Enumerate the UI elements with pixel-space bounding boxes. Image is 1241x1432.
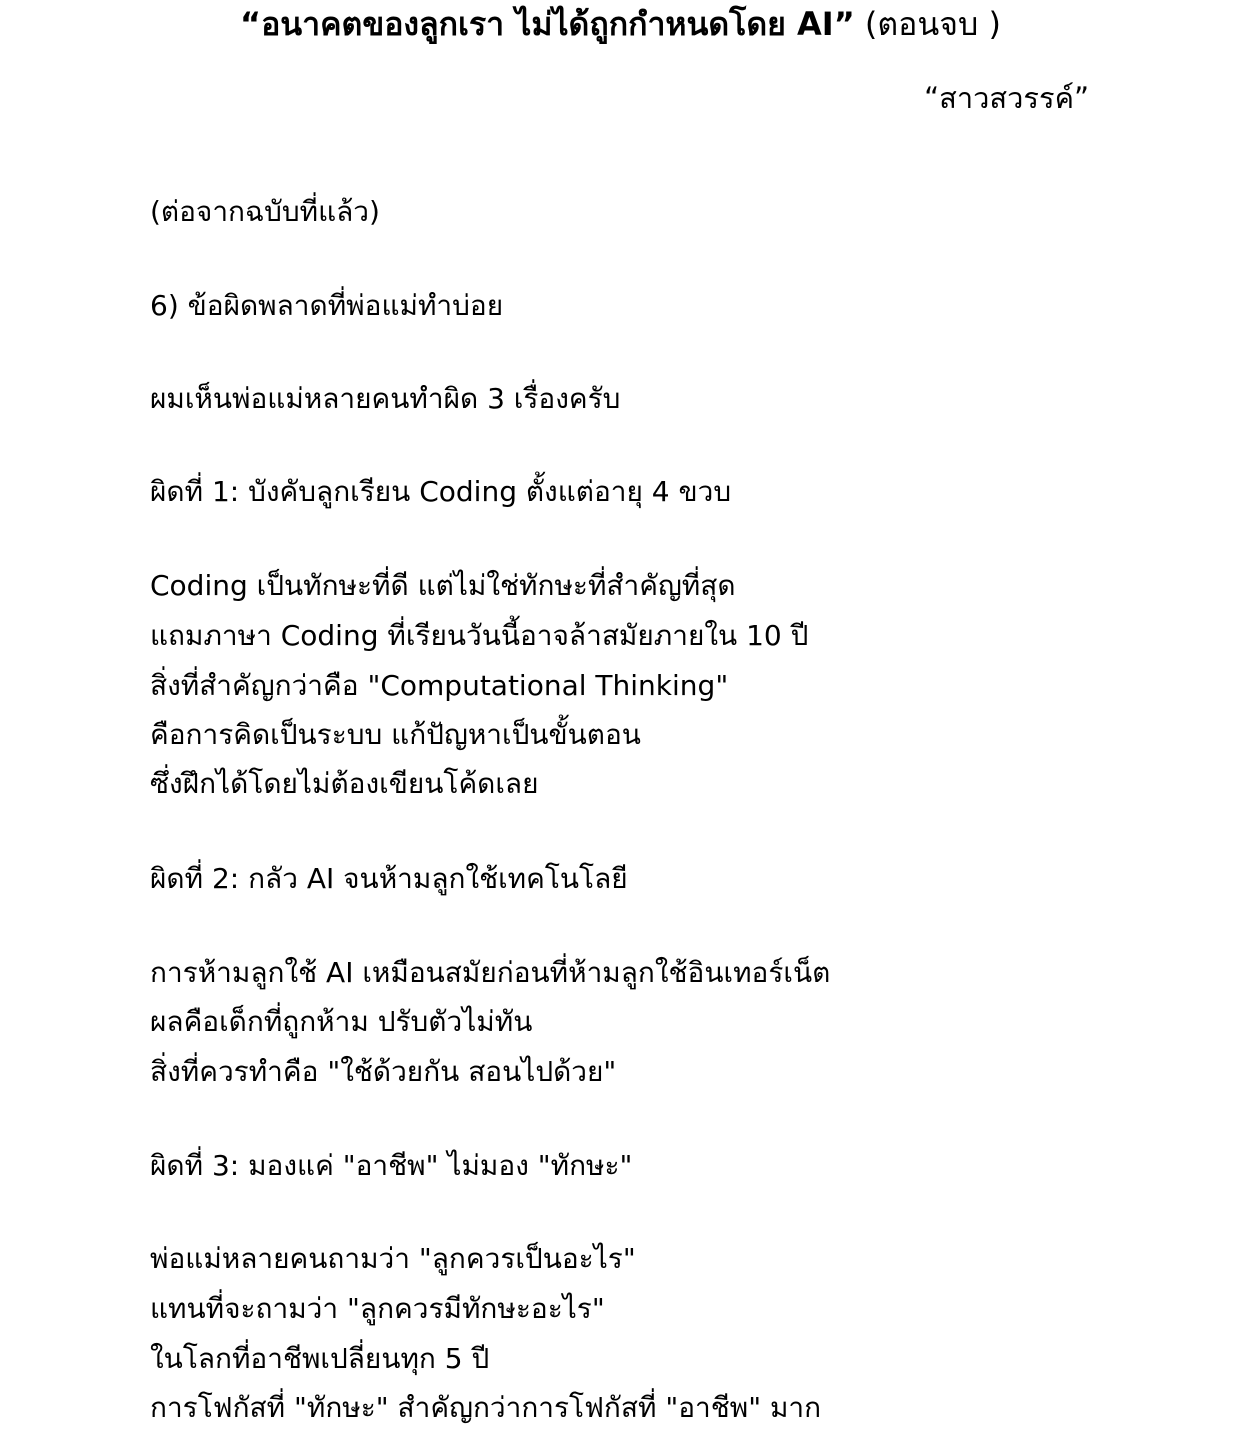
mistake-3-heading: ผิดที่ 3: มองแค่ "อาชีพ" ไม่มอง "ทักษะ" xyxy=(150,1149,633,1182)
author-name: “สาวสวรรค์” xyxy=(924,81,1089,115)
title-suffix: (ตอนจบ ) xyxy=(864,5,1001,43)
mistake-1-heading: ผิดที่ 1: บังคับลูกเรียน Coding ตั้งแต่อายุ 4 ขวบ xyxy=(150,475,732,508)
mistake-3-line: ในโลกที่อาชีพเปลี่ยนทุก 5 ปี xyxy=(150,1342,490,1375)
section-heading: 6) ข้อผิดพลาดที่พ่อแม่ทำบ่อย xyxy=(150,289,504,322)
mistake-2-line: ผลคือเด็กที่ถูกห้าม ปรับตัวไม่ทัน xyxy=(150,1005,533,1038)
mistake-1-line: Coding เป็นทักษะที่ดี แต่ไม่ใช่ทักษะที่สำคัญที่สุด xyxy=(150,569,736,602)
mistake-1-line: คือการคิดเป็นระบบ แก้ปัญหาเป็นขั้นตอน xyxy=(150,718,641,751)
mistake-1-line: สิ่งที่สำคัญกว่าคือ "Computational Thinking" xyxy=(150,669,729,702)
title-main: “อนาคตของลูกเรา ไม่ได้ถูกกำหนดโดย AI” xyxy=(240,5,855,43)
mistake-3-line: แทนที่จะถามว่า "ลูกควรมีทักษะอะไร" xyxy=(150,1292,605,1325)
mistake-3-line: การโฟกัสที่ "ทักษะ" สำคัญกว่าการโฟกัสที่ "อาชีพ" มาก xyxy=(150,1391,822,1424)
mistake-2-line: การห้ามลูกใช้ AI เหมือนสมัยก่อนที่ห้ามลูกใช้อินเทอร์เน็ต xyxy=(150,956,831,989)
mistake-2-line: สิ่งที่ควรทำคือ "ใช้ด้วยกัน สอนไปด้วย" xyxy=(150,1055,617,1088)
continued-note: (ต่อจากฉบับที่แล้ว) xyxy=(150,195,380,228)
intro-paragraph: ผมเห็นพ่อแม่หลายคนทำผิด 3 เรื่องครับ xyxy=(150,382,621,415)
document-title xyxy=(0,2,1241,46)
mistake-1-line: แถมภาษา Coding ที่เรียนวันนี้อาจล้าสมัยภายใน 10 ปี xyxy=(150,619,809,652)
mistake-1-line: ซึ่งฝึกได้โดยไม่ต้องเขียนโค้ดเลย xyxy=(150,767,539,800)
mistake-2-heading: ผิดที่ 2: กลัว AI จนห้ามลูกใช้เทคโนโลยี xyxy=(150,862,628,895)
mistake-3-line: พ่อแม่หลายคนถามว่า "ลูกควรเป็นอะไร" xyxy=(150,1242,636,1275)
